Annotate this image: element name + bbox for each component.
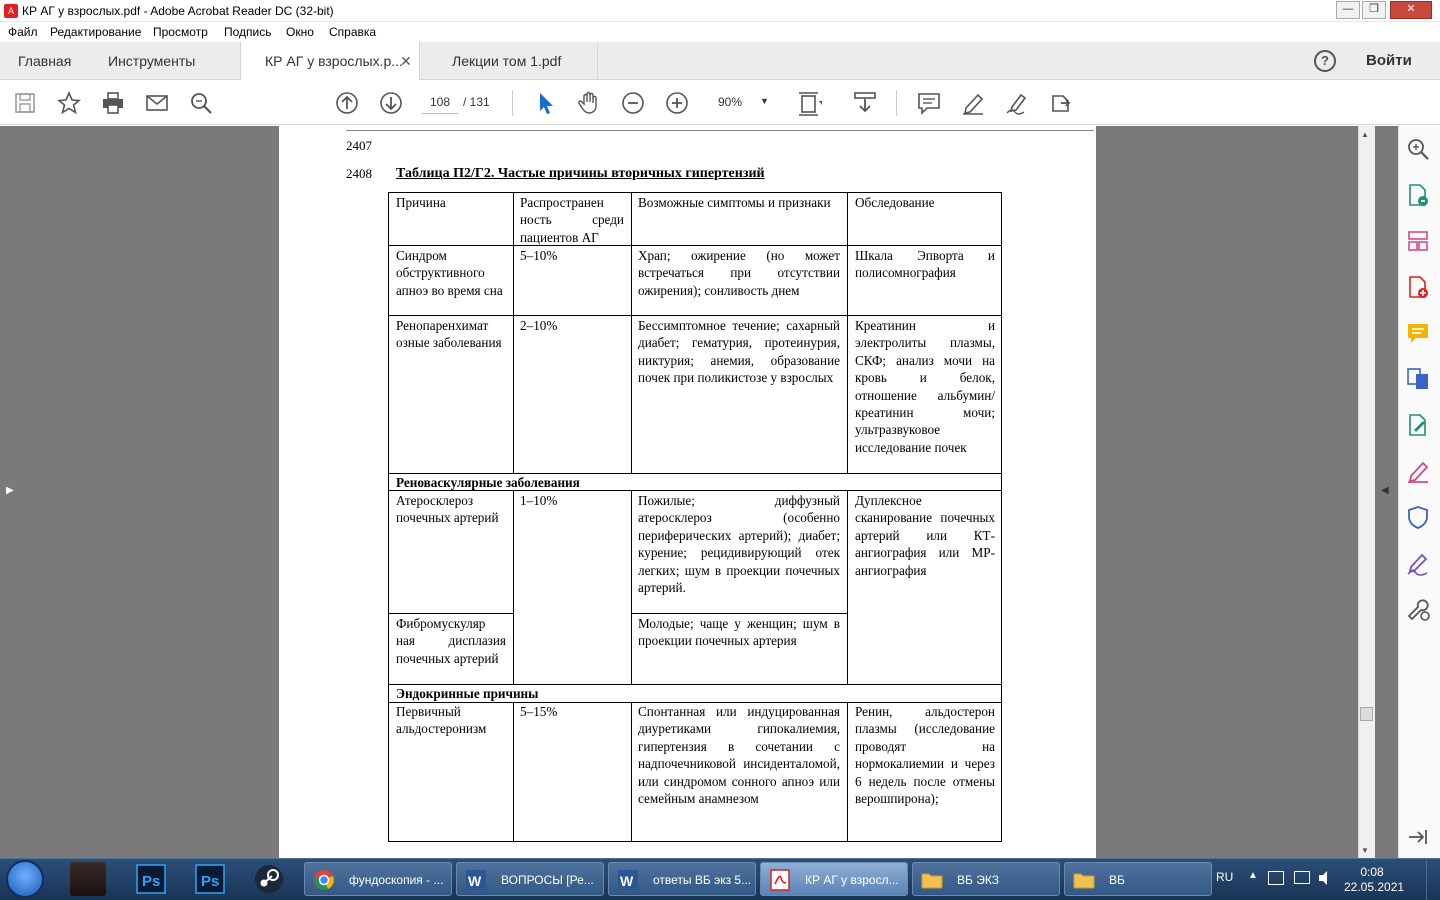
close-window-button[interactable]: ✕	[1390, 1, 1432, 19]
tab-document-active[interactable]	[240, 42, 420, 81]
toolbar-divider	[512, 90, 513, 116]
table-header-cell: Причина	[396, 195, 446, 210]
svg-text:W: W	[468, 873, 482, 889]
table-border	[631, 192, 632, 474]
toolbar-divider	[896, 90, 897, 116]
table-section-header: Эндокринные причины	[396, 686, 539, 701]
task-acrobat-active[interactable]	[760, 862, 908, 896]
protect-shield-icon[interactable]	[1405, 504, 1431, 530]
scroll-up-icon[interactable]: ▲	[1361, 130, 1369, 139]
start-button[interactable]	[6, 860, 44, 898]
tray-flag-icon[interactable]	[1268, 871, 1284, 885]
table-border	[388, 245, 1002, 246]
tab-close-icon[interactable]: ✕	[400, 53, 412, 69]
acrobat-app-icon: A	[4, 4, 18, 18]
task-label: ВОПРОСЫ [Ре...	[501, 873, 594, 887]
task-label: КР АГ у взросл...	[805, 873, 899, 887]
export-pdf-icon[interactable]	[1405, 182, 1431, 208]
page-total: / 131	[463, 95, 490, 109]
task-word-answers[interactable]	[608, 862, 756, 896]
print-icon[interactable]	[100, 90, 126, 116]
menu-file[interactable]: Файл	[8, 25, 38, 39]
table-cell-prevalence: 2–10%	[520, 318, 558, 333]
zoom-search-icon[interactable]	[1405, 136, 1431, 162]
save-icon[interactable]	[12, 90, 38, 116]
system-clock[interactable]	[1344, 865, 1405, 895]
task-chrome[interactable]	[304, 862, 452, 896]
tab-document-label: КР АГ у взрослых.р...	[265, 53, 403, 69]
table-cell-clip	[848, 703, 1001, 841]
table-cell-cause: Ренопаренхимат озные заболевания	[396, 318, 502, 351]
table-cell-exam: Шкала Эпворта и полисомнография	[855, 248, 995, 281]
photoshop-alt-icon[interactable]	[192, 862, 228, 896]
highlight-pen-icon[interactable]	[960, 90, 986, 116]
table-header-cell: Распространен ность среди пациентов АГ	[520, 195, 624, 245]
table-border	[513, 702, 514, 842]
minimize-button[interactable]: —	[1336, 1, 1360, 19]
svg-text:Ps: Ps	[201, 873, 220, 890]
menu-edit[interactable]: Редактирование	[50, 25, 142, 39]
task-label: фундоскопия - ...	[349, 873, 444, 887]
task-label: ответы ВБ экз 5...	[653, 873, 752, 887]
table-border	[388, 192, 389, 842]
restore-button[interactable]: ❐	[1362, 1, 1386, 19]
search-icon[interactable]	[188, 90, 214, 116]
svg-text:W: W	[620, 873, 634, 889]
svg-text:Ps: Ps	[142, 873, 161, 890]
tab-home[interactable]: Главная	[18, 53, 72, 69]
show-desktop-button[interactable]	[1426, 859, 1440, 900]
table-title: Таблица П2/Г2. Частые причины вторичных гипертензий	[396, 166, 765, 181]
steam-icon[interactable]	[251, 862, 287, 896]
create-pdf-icon[interactable]	[1405, 274, 1431, 300]
title-bar	[0, 0, 1440, 22]
edit-pdf-icon[interactable]	[1405, 412, 1431, 438]
window-title: КР АГ у взрослых.pdf - Adobe Acrobat Reader DC (32-bit)	[22, 4, 334, 18]
table-border	[388, 613, 513, 614]
table-cell-prevalence: 1–10%	[520, 493, 558, 508]
tab-bar	[0, 42, 1440, 80]
share-export-icon[interactable]	[1048, 90, 1074, 116]
zoom-in-icon[interactable]	[664, 90, 690, 116]
fill-sign-icon[interactable]	[1405, 458, 1431, 484]
task-folder-exam[interactable]	[912, 862, 1060, 896]
line-number: 2407	[346, 138, 372, 153]
clock-time: 0:08	[1360, 865, 1384, 879]
next-page-icon[interactable]	[378, 90, 404, 116]
table-border	[513, 490, 514, 685]
table-cell-exam: Креатинин и электролиты плазмы, СКФ; анализ мочи на кровь и белок, отношение альбумин/креатинин мочи; ультразвуковое исследование почек	[855, 318, 995, 455]
scrollbar-thumb[interactable]	[1360, 707, 1373, 721]
task-label: ВБ ЭКЗ	[957, 873, 999, 887]
table-border	[847, 192, 848, 474]
table-cell-cause: Атеросклероз почечных артерий	[396, 493, 499, 526]
tray-expand-icon[interactable]: ▲	[1248, 870, 1258, 881]
menu-bar	[0, 22, 1440, 42]
table-border	[631, 490, 632, 685]
table-border	[631, 613, 847, 614]
hand-tool-icon[interactable]	[576, 90, 602, 116]
menu-sign[interactable]: Подпись	[224, 25, 272, 39]
task-word-questions[interactable]	[456, 862, 604, 896]
tab-tools[interactable]: Инструменты	[108, 53, 196, 69]
table-header-cell: Возможные симптомы и признаки	[638, 195, 831, 210]
scroll-mode-icon[interactable]	[852, 90, 878, 116]
login-button[interactable]: Войти	[1366, 52, 1412, 69]
menu-window[interactable]: Окно	[286, 25, 314, 39]
email-icon[interactable]	[144, 90, 170, 116]
combine-files-icon[interactable]	[1405, 366, 1431, 392]
left-panel-toggle-icon[interactable]: ▶	[6, 485, 14, 496]
photoshop-icon[interactable]	[133, 862, 169, 896]
table-header-cell: Обследование	[855, 195, 935, 210]
table-cell-exam: Дуплексное сканирование почечных артерий или КТ-ангиография или МР-ангиография	[855, 493, 995, 578]
select-cursor-icon[interactable]	[532, 90, 558, 116]
zoom-level[interactable]: 90%	[718, 95, 743, 109]
table-cell-symptoms: Бессимптомное течение; сахарный диабет; гематурия, протеинурия, никтурия; анемия, образование почек при поликистозе у взрослых	[638, 318, 840, 386]
request-signature-icon[interactable]	[1405, 550, 1431, 576]
draw-sign-icon[interactable]	[1004, 90, 1030, 116]
comment-tool-icon[interactable]	[1405, 320, 1431, 346]
table-cell-symptoms: Пожилые; диффузный атеросклероз (особенно периферических артерий); диабет; курение; рецидивирующий отек легких; шум в проекции почечных артерий.	[638, 493, 840, 596]
line-number: 2408	[346, 166, 372, 181]
tab-document-lectures[interactable]	[428, 42, 598, 80]
help-icon[interactable]: ?	[1314, 50, 1336, 72]
table-cell-symptoms: Спонтанная или индуцированная диуретиками гипокалиемия, гипертензия в сочетании с надпочечниковой инсиденталомой, или синдромом сонного апноэ или семейным анамнезом	[638, 704, 840, 807]
page-rule	[346, 130, 1094, 131]
table-border	[847, 490, 848, 685]
table-border	[388, 315, 1002, 316]
more-tools-icon[interactable]	[1405, 596, 1431, 622]
table-cell-cause: Фибромускуляр ная дисплазия почечных артерий	[396, 616, 506, 666]
language-indicator[interactable]: RU	[1216, 870, 1234, 884]
tray-volume-icon[interactable]	[1318, 870, 1332, 886]
pinned-app-avatar[interactable]	[70, 862, 106, 896]
scroll-down-icon[interactable]: ▼	[1361, 846, 1369, 855]
task-label: ВБ	[1109, 873, 1125, 887]
table-cell-cause: Первичный альдостеронизм	[396, 704, 487, 737]
chevron-down-icon[interactable]: ▼	[760, 96, 769, 106]
table-cell-symptoms: Молодые; чаще у женщин; шум в проекции почечных артерия	[638, 616, 840, 649]
bookmark-star-icon[interactable]	[56, 90, 82, 116]
table-cell-exam: Ренин, альдостерон плазмы (исследование проводят на нормокалиемии и через 6 недель после отмены верошпирона);	[855, 704, 995, 807]
table-cell-cause: Синдром обструктивного апноэ во время сна	[396, 248, 503, 298]
menu-view[interactable]: Просмотр	[153, 25, 208, 39]
tab-document-label: Лекции том 1.pdf	[452, 53, 562, 69]
table-cell-prevalence: 5–10%	[520, 248, 558, 263]
organize-pages-icon[interactable]	[1405, 228, 1431, 254]
vertical-scrollbar[interactable]	[1358, 126, 1375, 858]
page-number-input[interactable]	[422, 90, 458, 114]
comment-icon[interactable]	[916, 90, 942, 116]
table-section-header: Реноваскулярные заболевания	[396, 475, 580, 490]
task-folder-vb[interactable]	[1064, 862, 1212, 896]
page-fit-icon[interactable]	[796, 90, 822, 116]
collapse-pane-icon[interactable]	[1405, 824, 1431, 850]
table-cell-symptoms: Храп; ожирение (но может встречаться при отсутствии ожирения); сонливость днем	[638, 248, 840, 298]
table-cell-clip	[632, 703, 847, 841]
table-border	[1001, 192, 1002, 842]
zoom-out-icon[interactable]	[620, 90, 646, 116]
clock-date: 22.05.2021	[1344, 880, 1405, 894]
menu-help[interactable]: Справка	[329, 25, 377, 39]
table-border	[513, 192, 514, 474]
right-panel-toggle-icon[interactable]: ◀	[1381, 485, 1389, 496]
table-cell-prevalence: 5–15%	[520, 704, 558, 719]
table-border	[388, 841, 1002, 842]
tray-network-icon[interactable]	[1294, 871, 1310, 884]
previous-page-icon[interactable]	[334, 90, 360, 116]
table-border	[388, 192, 1002, 193]
